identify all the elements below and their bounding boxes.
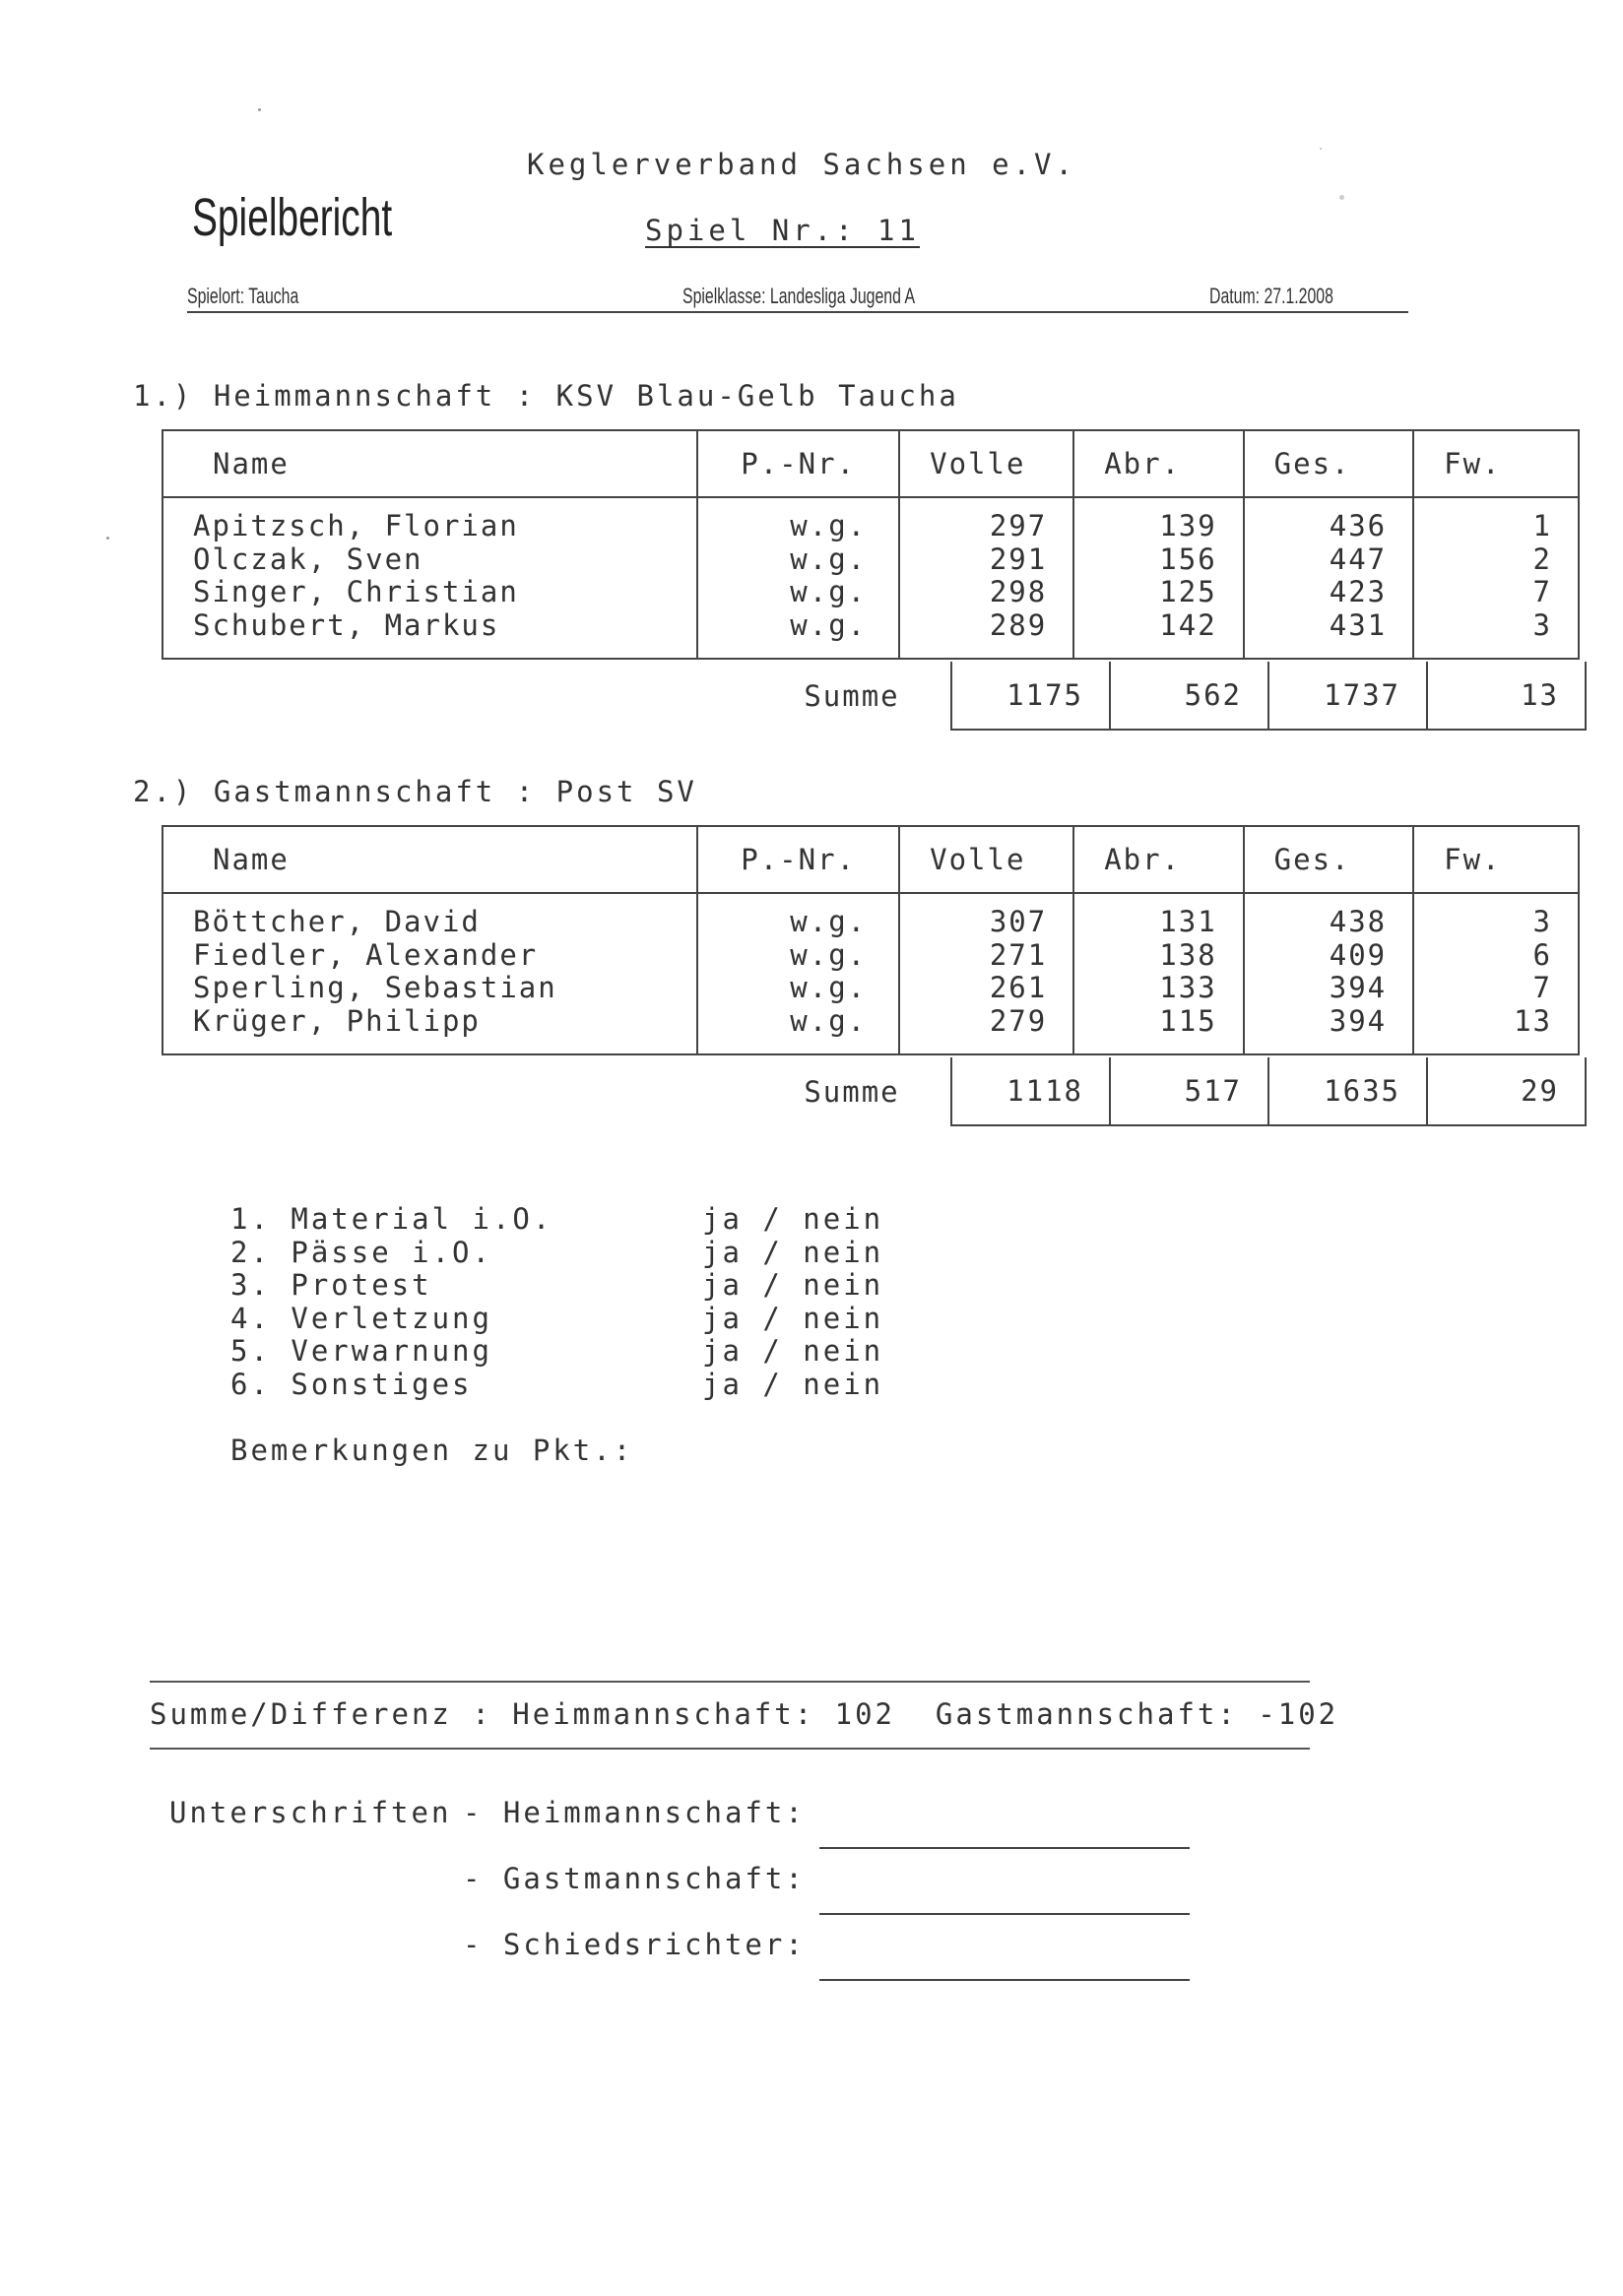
player-abr: 142 [1159, 607, 1217, 642]
volle-cell [899, 497, 1073, 659]
checklist-answer: ja / nein [702, 1367, 884, 1401]
sum-abr: 517 [1110, 1057, 1268, 1125]
player-abr: 115 [1159, 1003, 1217, 1038]
volle-cell [899, 893, 1073, 1054]
player-pnr: w.g. [790, 542, 868, 576]
player-ges: 409 [1329, 937, 1388, 972]
sum-row [752, 1057, 1586, 1125]
player-ges: 394 [1329, 1003, 1388, 1038]
col-pnr: P.-Nr. [697, 826, 899, 893]
sum-volle: 1175 [951, 662, 1110, 730]
col-volle: Volle [899, 826, 1073, 893]
checklist-answer: ja / nein [702, 1334, 884, 1368]
player-pnr: w.g. [790, 905, 868, 938]
col-fw: Fw. [1413, 826, 1579, 893]
summary-top-rule [150, 1681, 1310, 1683]
player-volle: 291 [989, 542, 1048, 576]
guest-team-heading: 2.) Gastmannschaft : Post SV [133, 775, 697, 808]
player-fw: 2 [1532, 542, 1552, 576]
player-volle: 298 [989, 575, 1048, 608]
col-fw: Fw. [1413, 430, 1579, 497]
col-pnr: P.-Nr. [697, 430, 899, 497]
names-cell [162, 893, 697, 1054]
col-ges: Ges. [1244, 430, 1413, 497]
sum-label: Summe [804, 1074, 900, 1109]
player-name: Schubert, Markus [193, 607, 500, 642]
date: Datum: 27.1.2008 [1209, 284, 1333, 308]
player-fw: 3 [1532, 905, 1552, 938]
fw-cell [1413, 497, 1579, 659]
checklist-items [230, 1203, 723, 1401]
summary-bottom-rule [150, 1748, 1310, 1750]
ges-cell [1244, 893, 1413, 1054]
player-name: Fiedler, Alexander [193, 937, 539, 972]
sum-ges: 1635 [1268, 1057, 1427, 1125]
player-name: Olczak, Sven [193, 542, 423, 576]
signature-home-label: - Heimmannschaft: [463, 1796, 806, 1829]
player-fw: 7 [1532, 971, 1552, 1004]
sum-abr: 562 [1110, 662, 1268, 730]
checklist-item: 5. Verwarnung [230, 1334, 492, 1368]
home-team-table [162, 429, 1580, 660]
ges-cell [1244, 497, 1413, 659]
player-abr: 156 [1159, 542, 1217, 576]
player-ges: 394 [1329, 971, 1388, 1004]
table-header-row [162, 826, 1579, 893]
player-pnr: w.g. [790, 575, 868, 608]
player-fw: 7 [1532, 575, 1552, 608]
sum-fw: 29 [1427, 1057, 1586, 1125]
abr-cell [1073, 497, 1243, 659]
player-volle: 261 [989, 971, 1048, 1004]
sum-fw: 13 [1427, 662, 1586, 730]
signature-home-line [819, 1847, 1190, 1849]
home-team-heading: 1.) Heimmannschaft : KSV Blau-Gelb Taucha [133, 379, 959, 413]
scan-speck [106, 537, 109, 540]
sum-ges: 1737 [1268, 662, 1427, 730]
organization-name: Keglerverband Sachsen e.V. [527, 148, 1076, 181]
player-fw: 3 [1532, 607, 1552, 642]
checklist-item: 6. Sonstiges [230, 1367, 473, 1401]
player-ges: 423 [1329, 575, 1388, 608]
col-name: Name [162, 826, 697, 893]
checklist-item: 2. Pässe i.O. [230, 1235, 492, 1269]
col-ges: Ges. [1244, 826, 1413, 893]
player-pnr: w.g. [790, 509, 868, 542]
col-abr: Abr. [1073, 430, 1243, 497]
signatures-label: Unterschriften [169, 1796, 452, 1829]
player-ges: 436 [1329, 509, 1388, 542]
names-cell [162, 497, 697, 659]
player-volle: 279 [989, 1003, 1048, 1038]
col-abr: Abr. [1073, 826, 1243, 893]
player-abr: 139 [1159, 509, 1217, 542]
player-pnr: w.g. [790, 607, 868, 642]
fw-cell [1413, 893, 1579, 1054]
remarks-label: Bemerkungen zu Pkt.: [230, 1434, 634, 1467]
player-abr: 138 [1159, 937, 1217, 972]
player-name: Böttcher, David [193, 905, 481, 938]
player-fw: 1 [1532, 509, 1552, 542]
player-ges: 438 [1329, 905, 1388, 938]
player-pnr: w.g. [790, 937, 868, 972]
scan-speck [1339, 195, 1344, 200]
signature-guest-line [819, 1913, 1190, 1915]
checklist-answer: ja / nein [702, 1202, 884, 1236]
player-pnr: w.g. [790, 971, 868, 1004]
player-abr: 133 [1159, 971, 1217, 1004]
player-fw: 13 [1514, 1003, 1552, 1038]
player-volle: 297 [989, 509, 1048, 542]
player-volle: 289 [989, 607, 1048, 642]
venue: Spielort: Taucha [187, 284, 299, 308]
pnr-cell [697, 497, 899, 659]
checklist-answer: ja / nein [702, 1268, 884, 1302]
col-volle: Volle [899, 430, 1073, 497]
checklist-item: 3. Protest [230, 1268, 432, 1302]
player-ges: 447 [1329, 542, 1388, 576]
scan-speck [258, 108, 261, 111]
player-abr: 125 [1159, 575, 1217, 608]
sum-label: Summe [804, 678, 900, 713]
document-title: Spielbericht [192, 188, 393, 247]
home-sum-table [752, 662, 1587, 731]
sum-volle: 1118 [951, 1057, 1110, 1125]
player-fw: 6 [1532, 937, 1552, 972]
player-name: Sperling, Sebastian [193, 971, 557, 1004]
player-name: Singer, Christian [193, 575, 519, 608]
checklist-item: 4. Verletzung [230, 1301, 492, 1335]
table-header-row [162, 430, 1579, 497]
checklist-answer: ja / nein [702, 1301, 884, 1335]
player-volle: 307 [989, 905, 1048, 938]
player-name: Krüger, Philipp [193, 1003, 481, 1038]
checklist-answer: ja / nein [702, 1235, 884, 1269]
scan-speck [1320, 148, 1322, 150]
col-name: Name [162, 430, 697, 497]
player-name: Apitzsch, Florian [193, 509, 519, 542]
sum-row [752, 662, 1586, 730]
player-ges: 431 [1329, 607, 1388, 642]
meta-line [187, 282, 1408, 313]
player-abr: 131 [1159, 905, 1217, 938]
checklist-item: 1. Material i.O. [230, 1202, 553, 1236]
signature-referee-label: - Schiedsrichter: [463, 1928, 806, 1961]
checklist-answers [702, 1203, 998, 1401]
player-pnr: w.g. [790, 1003, 868, 1038]
table-body-row [162, 497, 1579, 659]
summary-line: Summe/Differenz : Heimmannschaft: 102 Gastmannschaft: -102 [150, 1697, 1339, 1731]
pnr-cell [697, 893, 899, 1054]
abr-cell [1073, 893, 1243, 1054]
game-number: Spiel Nr.: 11 [645, 214, 920, 247]
signature-referee-line [819, 1979, 1190, 1981]
signature-guest-label: - Gastmannschaft: [463, 1862, 806, 1895]
table-body-row [162, 893, 1579, 1054]
player-volle: 271 [989, 937, 1048, 972]
guest-sum-table [752, 1057, 1587, 1126]
league: Spielklasse: Landesliga Jugend A [682, 284, 916, 308]
guest-team-table [162, 825, 1580, 1055]
